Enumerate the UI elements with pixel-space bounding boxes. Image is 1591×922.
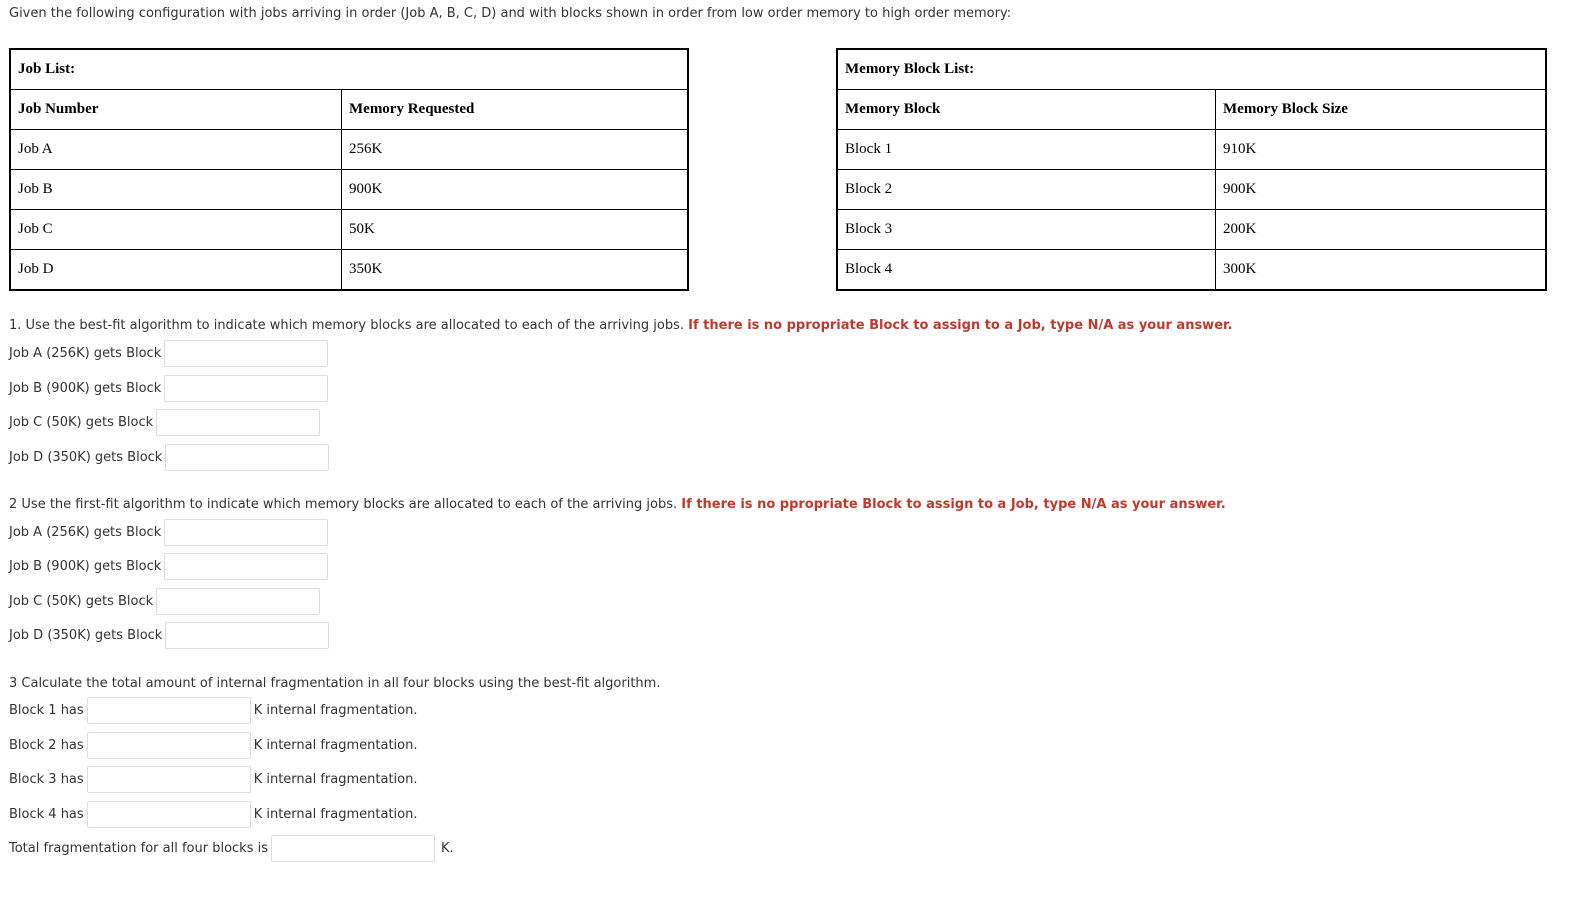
q3-block-1-input[interactable] (87, 697, 251, 724)
job-list-title: Job List: (10, 49, 688, 90)
table-row (10, 210, 688, 250)
q3-block-3-input[interactable] (87, 766, 251, 793)
q3-suffix-block-3: K internal fragmentation. (253, 771, 418, 787)
q1-row-job-a (9, 338, 328, 368)
job-memory: 900K (342, 170, 689, 210)
job-list-table (9, 48, 689, 291)
job-memory: 350K (342, 250, 689, 291)
q3-block-4-input[interactable] (87, 801, 251, 828)
q3-row-block-4 (9, 799, 418, 829)
table-row (10, 130, 688, 170)
question-3-prompt: 3 Calculate the total amount of internal fragmentation in all four blocks using the best-fit algorithm. (9, 676, 661, 691)
q3-label-block-3: Block 3 has (9, 771, 84, 787)
job-name: Job D (10, 250, 342, 291)
q3-row-block-3 (9, 764, 418, 794)
q2-row-job-a (9, 517, 328, 547)
block-size: 910K (1216, 130, 1547, 170)
block-size: 200K (1216, 210, 1547, 250)
q3-row-block-1 (9, 695, 418, 725)
q2-job-c-input[interactable] (156, 588, 320, 615)
q2-label-job-b: Job B (900K) gets Block (9, 558, 162, 574)
q2-job-a-input[interactable] (164, 519, 328, 546)
q2-job-b-input[interactable] (164, 553, 328, 580)
q3-suffix-block-2: K internal fragmentation. (253, 737, 418, 753)
table-row (837, 170, 1546, 210)
q2-row-job-d (9, 620, 329, 650)
q3-total-input[interactable] (271, 835, 435, 862)
block-size: 900K (1216, 170, 1547, 210)
q1-label-job-b: Job B (900K) gets Block (9, 380, 162, 396)
q1-row-job-b (9, 373, 328, 403)
q1-job-c-input[interactable] (156, 409, 320, 436)
memory-block-header: Memory Block (837, 90, 1216, 130)
job-memory: 50K (342, 210, 689, 250)
q2-row-job-b (9, 551, 328, 581)
job-name: Job C (10, 210, 342, 250)
table-row (837, 250, 1546, 291)
q3-total-label: Total fragmentation for all four blocks is (9, 840, 268, 856)
question-1-warning: If there is no ppropriate Block to assign to a Job, type N/A as your answer. (688, 318, 1233, 333)
job-name: Job A (10, 130, 342, 170)
q1-label-job-a: Job A (256K) gets Block (9, 345, 162, 361)
question-3-text (9, 676, 660, 691)
q1-label-job-d: Job D (350K) gets Block (9, 449, 163, 465)
job-memory: 256K (342, 130, 689, 170)
block-name: Block 3 (837, 210, 1216, 250)
q3-label-block-1: Block 1 has (9, 702, 84, 718)
block-size: 300K (1216, 250, 1547, 291)
q2-row-job-c (9, 586, 320, 616)
q1-row-job-d (9, 442, 329, 472)
table-row (837, 130, 1546, 170)
q3-suffix-block-1: K internal fragmentation. (253, 702, 418, 718)
job-number-header: Job Number (10, 90, 342, 130)
q3-block-2-input[interactable] (87, 732, 251, 759)
question-2-prompt: 2 Use the first-fit algorithm to indicate which memory blocks are allocated to each of the arriving jobs. (9, 497, 678, 512)
question-2-text (9, 497, 1226, 512)
q2-label-job-a: Job A (256K) gets Block (9, 524, 162, 540)
q1-job-d-input[interactable] (165, 444, 329, 471)
q1-job-b-input[interactable] (164, 375, 328, 402)
q3-label-block-4: Block 4 has (9, 806, 84, 822)
job-name: Job B (10, 170, 342, 210)
q1-label-job-c: Job C (50K) gets Block (9, 414, 154, 430)
q3-total-suffix: K. (441, 840, 454, 856)
block-name: Block 2 (837, 170, 1216, 210)
q2-label-job-d: Job D (350K) gets Block (9, 627, 163, 643)
question-1-prompt: 1. Use the best-fit algorithm to indicate which memory blocks are allocated to each of the arriving jobs. (9, 318, 684, 333)
memory-block-size-header: Memory Block Size (1216, 90, 1547, 130)
table-row (10, 170, 688, 210)
q3-row-total (9, 833, 454, 863)
question-1-text (9, 318, 1233, 333)
q3-suffix-block-4: K internal fragmentation. (253, 806, 418, 822)
block-name: Block 4 (837, 250, 1216, 291)
block-name: Block 1 (837, 130, 1216, 170)
intro-text: Given the following configuration with jobs arriving in order (Job A, B, C, D) and with blocks shown in order from low order memory to high order memory: (9, 6, 1012, 21)
table-row (10, 250, 688, 291)
memory-block-list-title: Memory Block List: (837, 49, 1546, 90)
q2-job-d-input[interactable] (165, 622, 329, 649)
q2-label-job-c: Job C (50K) gets Block (9, 593, 154, 609)
memory-block-list-table (836, 48, 1547, 291)
q3-label-block-2: Block 2 has (9, 737, 84, 753)
table-row (837, 210, 1546, 250)
memory-requested-header: Memory Requested (342, 90, 689, 130)
question-2-warning: If there is no ppropriate Block to assign to a Job, type N/A as your answer. (681, 497, 1226, 512)
q1-job-a-input[interactable] (164, 340, 328, 367)
q3-row-block-2 (9, 730, 418, 760)
q1-row-job-c (9, 407, 320, 437)
